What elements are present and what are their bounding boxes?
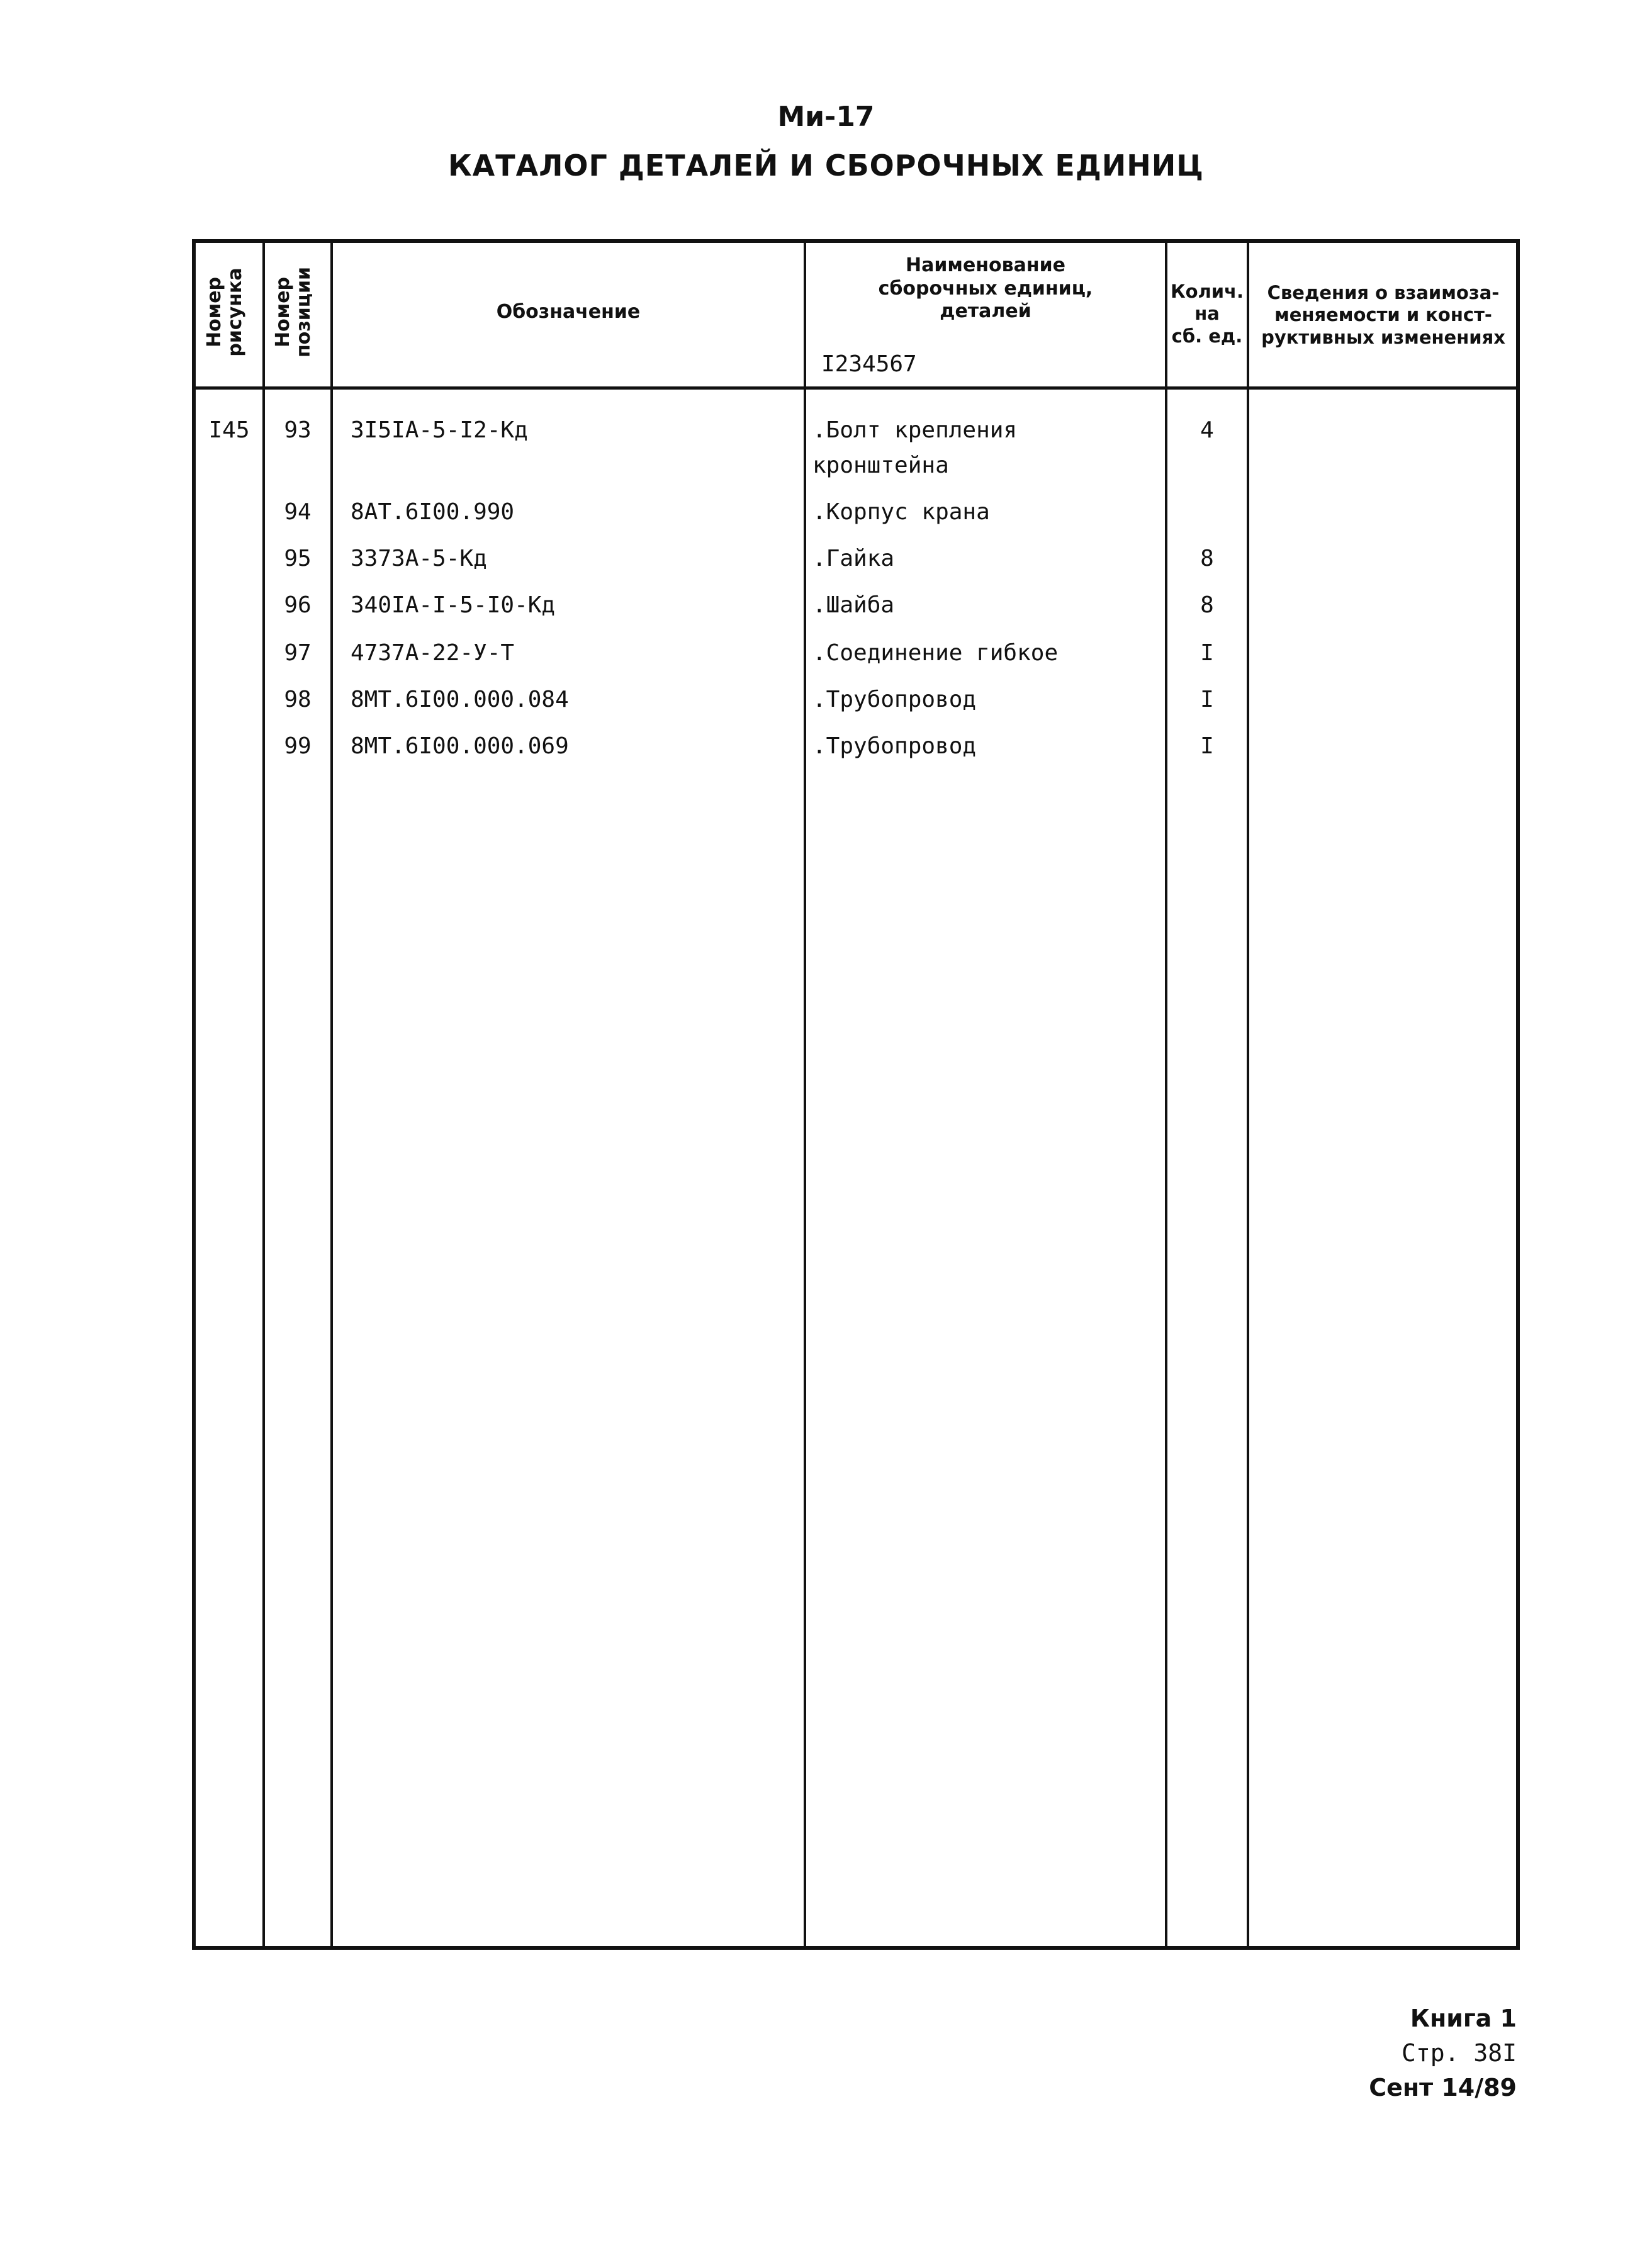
column-divider — [1165, 243, 1167, 1946]
designation: 3373A-5-Кд — [351, 546, 487, 571]
header-qty: Колич. на сб. ед. — [1170, 281, 1244, 347]
header-interchange: Сведения о взаимоза- меняемости и конст- руктивных изменениях — [1261, 282, 1505, 348]
designation: 8AT.6I00.990 — [351, 499, 515, 525]
header-fig-no-cell — [196, 243, 262, 386]
header-pos-no-cell — [265, 243, 330, 386]
document-subtitle: КАТАЛОГ ДЕТАЛЕЙ И СБОРОЧНЫХ ЕДИНИЦ — [448, 149, 1204, 183]
position-number: 99 — [284, 733, 312, 759]
parts-catalog-table — [192, 239, 1520, 1950]
designation: 340IA-I-5-I0-Кд — [351, 592, 556, 618]
part-name: .Соединение гибкое — [812, 640, 1059, 666]
part-name: .Гайка — [812, 546, 895, 571]
designation: 4737A-22-У-Т — [351, 640, 515, 666]
part-name: .Корпус крана — [812, 499, 990, 525]
position-number: 93 — [284, 417, 312, 443]
document-title: Ми-17 — [777, 101, 875, 133]
column-divider — [330, 243, 333, 1946]
footer-page: Стр. 38I — [1401, 2039, 1517, 2067]
position-number: 94 — [284, 499, 312, 525]
position-number: 96 — [284, 592, 312, 618]
part-name: .Болт крепления кронштейна — [812, 417, 1018, 478]
footer-date: Сент 14/89 — [1369, 2074, 1517, 2101]
header-divider — [196, 386, 1516, 390]
header-designation: Обозначение — [496, 301, 641, 323]
position-number: 98 — [284, 687, 312, 712]
designation: 3I5IA-5-I2-Кд — [351, 417, 528, 443]
header-fig-no: Номер рисунка — [203, 267, 246, 357]
position-number: 97 — [284, 640, 312, 666]
part-name: .Шайба — [812, 592, 895, 618]
designation: 8MT.6I00.000.069 — [351, 733, 569, 759]
quantity: I — [1200, 687, 1214, 712]
designation: 8MT.6I00.000.084 — [351, 687, 569, 712]
header-pos-no: Номер позиции — [272, 266, 315, 358]
part-name: .Трубопровод — [812, 733, 977, 759]
quantity: I — [1200, 640, 1214, 666]
part-name: .Трубопровод — [812, 687, 977, 712]
quantity: I — [1200, 733, 1214, 759]
header-name: Наименование сборочных единиц, деталей — [878, 254, 1093, 323]
column-divider — [1247, 243, 1249, 1946]
quantity: 8 — [1200, 592, 1214, 618]
footer-book: Книга 1 — [1410, 2005, 1517, 2032]
quantity: 8 — [1200, 546, 1214, 571]
column-divider — [804, 243, 806, 1946]
quantity: 4 — [1200, 417, 1214, 443]
fig-number: I45 — [208, 417, 250, 443]
header-name-index: I234567 — [821, 351, 917, 377]
position-number: 95 — [284, 546, 312, 571]
